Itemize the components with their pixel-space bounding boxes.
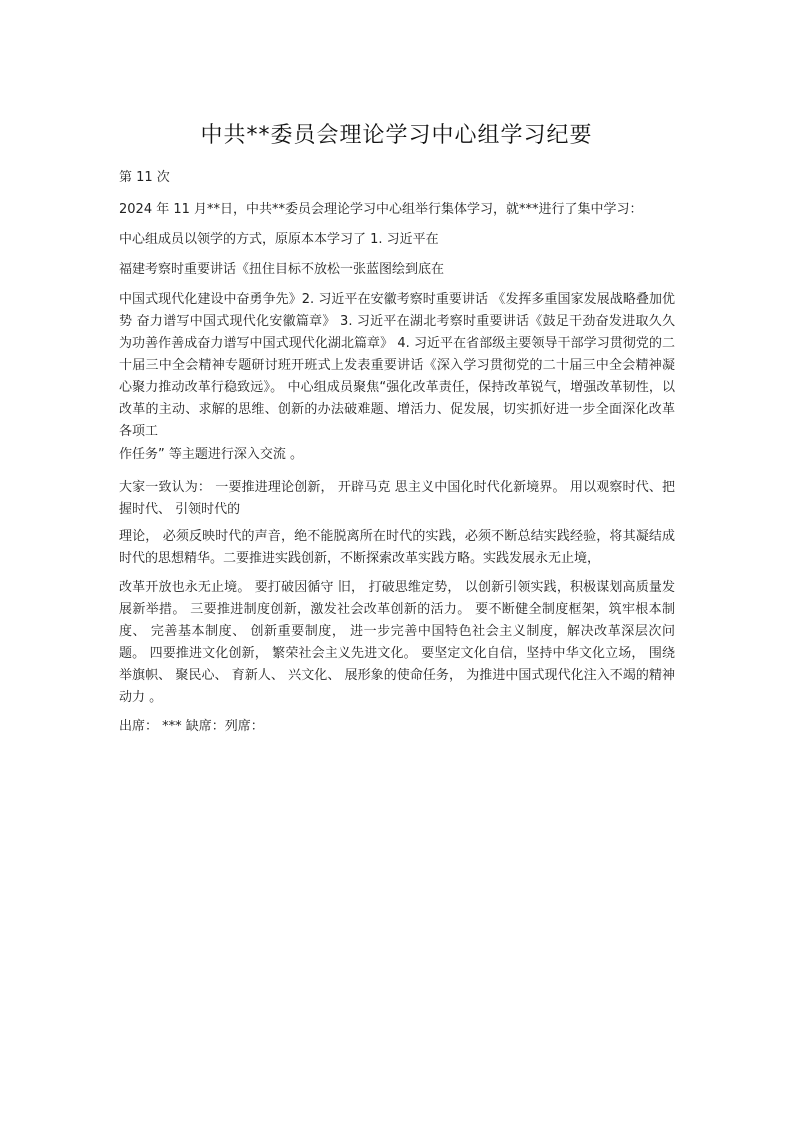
intro-paragraph: 中心组成员以领学的方式，原原本本学习了 1. 习近平在 <box>119 232 439 247</box>
date-paragraph: 2024 年 11 月**日，中共**委员会理论学习中心组举行集体学习，就***进行了集中学习： <box>119 202 643 217</box>
speeches-paragraph: 中国式现代化建设中奋勇争先》2. 习近平在安徽考察时重要讲话 《发挥多重国家发展战略叠加优势 奋力谱写中国式现代化安徽篇章》 3. 习近平在湖北考察时重要讲话《鼓足干劲奋发进取久久为功善作善成奋力谱写中国式现代化湖北篇章》 4. 习近平在省部级主要领导干部学习贯彻党的二十届三中全会精神专题研讨班开班式上发表重要讲话《深入学习贯彻党的二十届三中全会精神凝心聚力推动改革行稳致远》。 中心组成员聚焦“强化改革责任，保持改革锐气，增强改革韧性，以改革的主动、求解的思维、创新的办法破难题、增活力、促发展，切实抓好进一步全面深化改革各项工 <box>119 292 675 439</box>
fujian-speech-paragraph: 福建考察时重要讲话《扭住目标不放松一张蓝图绘到底在 <box>119 262 445 277</box>
document-title: 中共**委员会理论学习中心组学习纪要 <box>200 123 593 148</box>
consensus-paragraph: 大家一致认为： 一要推进理论创新， 开辟马克 思主义中国化时代化新境界。 用以观察时代、把握时代、 引领时代的 <box>119 480 675 517</box>
attendance-line: 出席： *** 缺席：列席： <box>119 719 264 734</box>
theory-paragraph: 理论， 必须反映时代的声音，绝不能脱离所在时代的实践，必须不断总结实践经验，将其凝结成时代的思想精华。二要推进实践创新，不断探索改革实践方略。实践发展永无止境， <box>119 529 675 566</box>
session-number: 第 11 次 <box>119 170 170 185</box>
task-paragraph: 作任务” 等主题进行深入交流 。 <box>119 447 303 462</box>
reform-paragraph: 改革开放也永无止境。 要打破因循守 旧， 打破思维定势， 以创新引领实践，积极谋划高质量发展新举措。 三要推进制度创新，激发社会改革创新的活力。 要不断健全制度框架，筑牢根本制度、 完善基本制度、 创新重要制度， 进一步完善中国特色社会主义制度，解决改革深层次问题。 四要推进文化创新， 繁荣社会主义先进文化。 要坚定文化自信，坚持中华文化立场， 围绕举旗帜、 聚民心、 育新人、 兴文化、 展形象的使命任务， 为推进中国式现代化注入不竭的精神动力 。 <box>119 580 675 705</box>
